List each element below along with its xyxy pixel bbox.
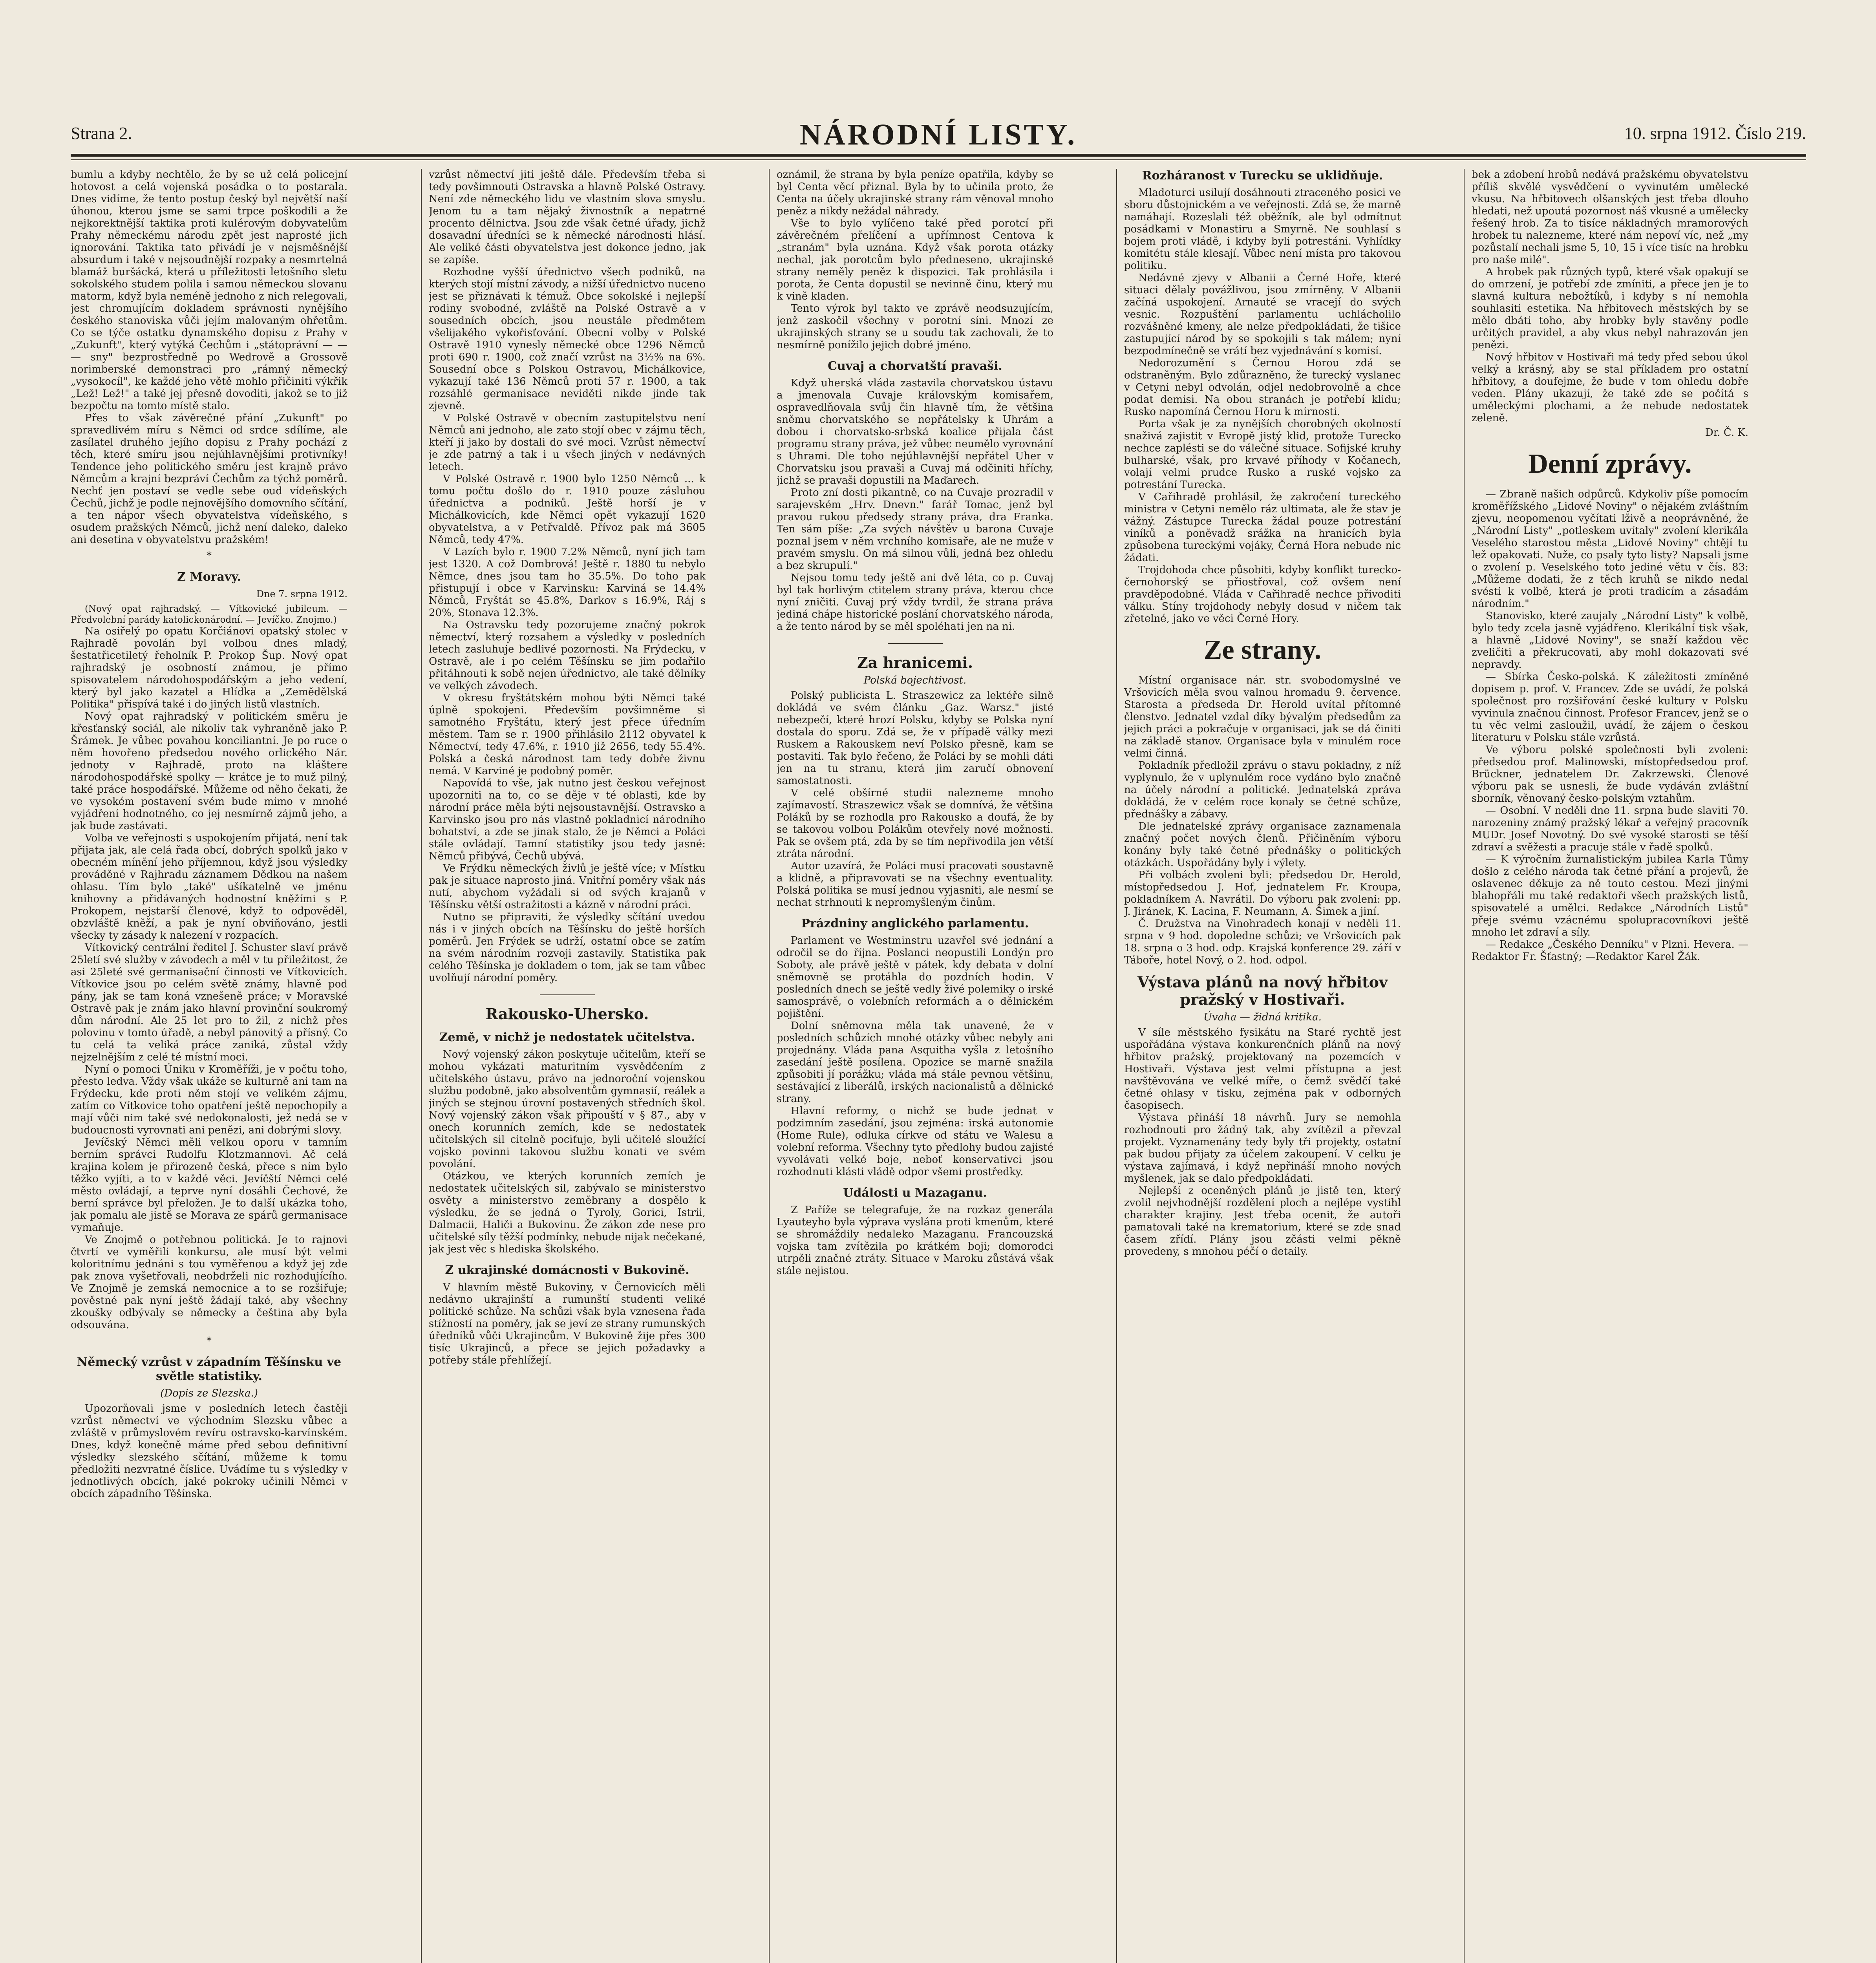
article-heading: Události u Mazaganu. <box>843 1186 987 1200</box>
text-columns <box>71 169 1806 1963</box>
paragraph: Jevíčský Němci měli velkou oporu v tamním berním správci Rudolfu Klotzmannovi. Ač celá krajina kolem je přirozeně česká, přece s ním bylo těžko vyjíti, a to v každé věci. Jevíčští Němci celé město ovládají, a teprve nyní dosáhli Čechové, že berní správce byl přeložen. Je to další ukázka toho, jak pomalu ale jistě se Morava ze spárů germanisace vymaňuje. <box>71 1137 347 1234</box>
paragraph: Při volbách zvoleni byli: předsedou Dr. Herold, místopředsedou J. Hof, jednatelem Fr. Kroupa, pokladníkem A. Navrátil. Do výboru pak zvoleni: pp. J. Jiránek, K. Lacina, F. Neumann, A. Šimek a jiní. <box>1124 869 1401 918</box>
paragraph: — Zbraně našich odpůrců. Kdykoliv píše pomocím kroměřížského „Lidové Noviny" o nějakém zvláštním zjevu, neopomenou vyčítati lživě a neoprávněné, že „Národní Listy" „potleskem uvítaly" zvolení klerikála Veselého starostou města „Lidové Noviny" chtějí tu lež opakovati. Nuže, co psaly tyto listy? Napsali jsme o zvolení p. Veselského toto jediné větu v čís. 83: „Můžeme dodati, že z těch kruhů se nikdo nedal svésti k volbě, která je proti tradicím a zásadám národním." <box>1472 488 1748 610</box>
paragraph: Na osiřelý po opatu Korčiánovi opatský stolec v Rajhradě povolán byl volbou dnes mladý, šestatřicetiletý řeholník P. Prokop Šup. Nový opat rajhradský je osobností známou, je přímo spisovatelem národohospodářským a jeho vedení, který byl jako kazatel a Hlídka a „Zemědělská Politika" přispívá také i do jiných listů vlastních. <box>71 625 347 710</box>
paragraph: bumlu a kdyby nechtělo, že by se už celá policejní hotovost a celá vojenská posádka o to postarala. Dnes vidíme, že tento postup český byl největší naší úhonou, kterou jsme se sami trpce poškodili a že nejkorektnější taktika proti kulérovým dobyvatelům Prahy německému národu zpět jest naprosté jich ignorování. Taktika tato přivádí je v nejsměšnější absurdum i také v nejsoudnější rozpaky a nesmrtelná blamáž buršácká, která u příležitosti letošního sletu sokolského studem polila i samou německou slovanu matorm, když byla neméně jednoho z nich relegovali, jest chromujícím dokladem správnosti nynějšího českého stanoviska vůči jejím malovaným ohřetům. Co se týče ostatku dynamského dopisu z Prahy v „Zukunft", který vytýká Čechům i „státoprávní — — — sny" bezprostředně po Wedrově a Grossově norimberské demonstraci pro „rámný německý „vysokocíl", ke každé jeho větě mohlo přičiniti výkřik „Lež! Lež!" a také jej přesně dovoditi, jakož se to již bezpočtu na tomto místě stalo. <box>71 169 347 412</box>
paragraph: Parlament ve Westminstru uzavřel své jednání a odročil se do října. Poslanci neopustili Londýn pro Soboty, ale právě ještě v pátek, kdy debata v dolní sněmovně se protáhla do pozdních hodin. V posledních dnech se ještě vedly živé polemiky o irské samosprávě, o volebních reformách a o dělnickém pojištění. <box>777 935 1053 1020</box>
paragraph: Výstava přináší 18 návrhů. Jury se nemohla rozhodnouti pro žádný tak, aby zvítězil a převzal projekt. Vyznamenány tedy byly tři projekty, ostatní pak budou přijaty za účelem zakoupení. V celku je výstava zajímavá, i když nepřináší mnoho nových myšlenek, jak se dalo předpokládati. <box>1124 1112 1401 1184</box>
paragraph: Dolní sněmovna měla tak unavené, že v posledních schůzích mnohé otázky vůbec nebyly ani projednány. Vláda pana Asquitha vyšla z letošního zasedání ještě posílena. Opozice se marně snažila způsobiti jí porážku; vláda má stále pevnou většinu, sestávající z liberálů, irských nacionalistů a dělnické strany. <box>777 1020 1053 1105</box>
paragraph: V Lazích bylo r. 1900 7.2% Němců, nyní jich tam jest 1320. A což Dombrová! Ještě r. 1880 tu nebylo Němce, dnes jsou tam ho 35.5%. Do toho pak přistupují i obce v Karvinsku: Karviná se 14.4% Němců, Fryštát se 45.8%, Darkov s 16.9%, Ráj s 20%, Stonava 12.3%. <box>429 546 706 619</box>
paragraph: — Osobní. V neděli dne 11. srpna bude slaviti 70. narozeniny známý pražský lékař a veřejný pracovník MUDr. Josef Novotný. Do své vysoké starosti se těší zdraví a svěžesti a pracuje stále v řadě spolků. <box>1472 805 1748 853</box>
section-heading: Denní zprávy. <box>1528 449 1692 479</box>
paragraph: Pokladník předložil zprávu o stavu pokladny, z níž vyplynulo, že v uplynulém roce vydáno bylo značně na účely národní a politické. Jednatelská zpráva dokládá, že v celém roce konaly se četné schůze, přednášky a zábavy. <box>1124 760 1401 820</box>
paragraph: Trojdohoda chce působiti, kdyby konflikt turecko-černohorský se přiostřoval, což ovšem není pravděpodobné. Vláda v Cařihradě nechce přivoditi válku. Stíny trojdohody nebyly dosud v ničem tak zřetelné, jako ve věci Černé Hory. <box>1124 564 1401 625</box>
paragraph: Polský publicista L. Straszewicz za lektéře silně dokládá ve svém článku „Gaz. Warsz." jisté nebezpečí, které hrozí Polsku, kdyby se Polska nyní dostala do sporu. Zdá se, že v případě války mezi Ruskem a Rakouskem neví Polsko přesně, kam se postaviti. Tak bylo řečeno, že Poláci by se mohli dáti jen na tu stranu, která jim zaručí obnovení samostatnosti. <box>777 690 1053 787</box>
article-heading: Výstava plánů na nový hřbitov pražský v Hostivaři. <box>1137 973 1388 1008</box>
paragraph: V Cařihradě prohlásil, že zakročení tureckého ministra v Cetyni nemělo ráz ultimata, ale že stav je vážný. Zástupce Turecka žádal pouze potrestání viníků a poněvadž srážka na hranicích byla způsobena tureckými vojáky, Černá Hora nebude nic žádati. <box>1124 491 1401 564</box>
paragraph: Nový opat rajhradský v politickém směru je křesťanský sociál, ale nikoliv tak vyhraněně jako P. Šrámek. Je vůbec povahou konciliantní. Je po ruce o něm hovořeno předsedou nového orlického Nár. jednoty v Rajhradě, proto na kláštere národohospodářské spolky — krátce je to muž pilný, také práce hospodářské. Můžeme od něho čekati, že ve vysokém postavení svém bude mimo v mnohé vyjádření hodnotného, co jej nesmírně zájmů jeho, a jak bude zastávati. <box>71 711 347 832</box>
paragraph: A hrobek pak různých typů, které však opakují se do omrzení, je potřebí zde zmíniti, a přece jen je to slavná kultura nebožtíků, i kdyby s ní nemohla souhlasiti estetika. Na hřbitovech městských by se mělo dbáti toho, aby hrobky byly stavěny podle určitých pravidel, a aby vkus nebyl nahrazován jen penězi. <box>1472 266 1748 351</box>
paragraph: Napovídá to vše, jak nutno jest českou veřejnost upozorniti na to, co se děje v té oblasti, kde by národní práce měla býti nejsoustavnější. Ostravsko a Karvinsko jsou pro nás vlastně pokladnicí národního bohatství, a zde se jinak stalo, že je Němci a Poláci stále ovládají. Tamní statistiky jsou tedy jasné: Němců přibývá, Čechů ubývá. <box>429 777 706 862</box>
paragraph: Nejsou tomu tedy ještě ani dvě léta, co p. Cuvaj byl tak horlivým ctitelem strany práva, kterou chce nyní zničiti. Cuvaj prý vždy tvrdil, že strana práva jediná chápe historické poslání chorvatského národa, a že tento národ by se měl spoléhati jen na ni. <box>777 572 1053 632</box>
paragraph: — K výročním žurnalistickým jubilea Karla Tůmy došlo z celého národa tak četné přání a projevů, že oslavenec děkuje za ně touto cestou. Mezi jinými blahopřáli mu také redaktoři všech pražských listů, spisovatelé a umělci. Redakce „Národních Listů" přeje svému vzácnému spolupracovníkovi ještě mnoho let zdraví a síly. <box>1472 854 1748 938</box>
paragraph: Autor uzavírá, že Poláci musí pracovati soustavně a klidně, a připravovati se na všechny eventuality. Polská politika se musí jednou vyjasniti, ale nesmí se nechat strhnouti k nepromyšleným činům. <box>777 860 1053 908</box>
issue-info: 10. srpna 1912. Číslo 219. <box>1624 124 1806 143</box>
paragraph: Když uherská vláda zastavila chorvatskou ústavu a jmenovala Cuvaje královským komisařem, ospravedlňovala svůj čin hlavně tím, že většina sněmu chorvatského se nepřátelsky k Uhrám a dobou i chorvatsko-srbská koalice přijala část programu strany práva, jež vůbec neumělo vyrovnání s Uhrami. Dle toho nejúhlavnější nepřátel Uher v Chorvatsku jsou pravaši a Cuvaj má odčiniti hříchy, jichž se pravaši dopustili na Maďarech. <box>777 377 1053 486</box>
column-1 <box>71 169 347 1963</box>
column-4 <box>1124 169 1401 1963</box>
paragraph: V síle městského fysikátu na Staré rychtě jest uspořádána výstava konkurenčních plánů na nový hřbitov pražský, projektovaný na pozemcích v Hostivaři. Výstava jest velmi přístupna a jest navštěvována ve velké míře, o čemž svědčí také četné ohlasy v tisku, zejména pak v odborných časopisech. <box>1124 1027 1401 1111</box>
paragraph: bek a zdobení hrobů nedává pražskému obyvatelstvu příliš skvělé vysvědčení o vyvinutém umělecké vkusu. Na hřbitovech olšanských jest třeba dlouho hledati, než upoutá pozornost náš vkusné a umělecky řešený hrob. Za to tisíce nákladných mramorových hrobek tu nalezneme, které nám nepoví víc, než „my pozůstalí nechali jsme 5, 10, 15 i více tisíc na hrobku pro naše milé". <box>1472 169 1748 266</box>
section-heading: Rakousko-Uhersko. <box>485 1005 649 1023</box>
paragraph: vzrůst němectví jiti ještě dále. Především třeba si tedy povšimnouti Ostravska a hlavně Polské Ostravy. Není zde německého lidu ve vlastním slova smyslu. Jenom tu a tam nějaký živnostník a nepatrné procento dělnictva. Jsou zde však četné úřady, jichž dosavadní úředníci se k německé národnosti hlásí. Ale veliké části obyvatelstva jest dokonce jedno, jak se zapíše. <box>429 169 706 266</box>
paragraph: V okresu fryštátském mohou býti Němci také úplně spokojeni. Především povšimněme si samotného Fryštátu, který jest přece úředním městem. Tam se r. 1900 přihlásilo 2112 obyvatel k Němectví, tedy 47.6%, r. 1910 již 2656, tedy 55.4%. Polská a česká národnost tam tedy dobře živnu nemá. V Karviné je podobný poměr. <box>429 692 706 777</box>
article-heading: Cuvaj a chorvatští pravaši. <box>828 359 1002 373</box>
author-signature: Dr. Č. K. <box>1705 427 1748 439</box>
paragraph: V celé obšírné studii nalezneme mnoho zajímavostí. Straszewicz však se domnívá, že většina Poláků by se rozhodla pro Rakousko a doufá, že by se takovou volbou Polákům otevřely nové možnosti. Pak se ovšem ptá, zda by se tím nepřivodila jen větší ztráta národní. <box>777 787 1053 860</box>
section-heading: Za hranicemi. <box>857 654 973 671</box>
article-subheading: Polská bojechtivost. <box>863 674 967 686</box>
article-heading: Německý vzrůst v západním Těšínsku ve světle statistiky. <box>77 1355 342 1383</box>
section-separator: * <box>207 550 212 562</box>
paragraph: Hlavní reformy, o nichž se bude jednat v podzimním zasedání, jsou zejména: irská autonomie (Home Rule), odluka církve od státu ve Walesu a volební reforma. Všechny tyto předlohy budou zajisté vyvolávati velké boje, neboť konservativci jsou rozhodnuti klásti vládě odpor všemi prostředky. <box>777 1105 1053 1178</box>
paragraph: V hlavním městě Bukoviny, v Černovicích měli nedávno ukrajinští a rumunští studenti veliké politické schůze. Na schůzi však byla vznesena řada stížností na poměry, jak se jeví ze strany rumunských úředníků vůči Ukrajincům. V Bukovině žije přes 300 tisíc Ukrajinců, a přece se jejich požadavky a potřeby stále přehlížejí. <box>429 1281 706 1366</box>
paragraph: Nedorozumění s Černou Horou zdá se odstraněným. Bylo zdůrazněno, že turecký vyslanec v Cetyni nebyl odvolán, odjel nedobrovolně a chce podat demisi. Na obou stranách je potřebí klidu; Rusko napomíná Černou Horu k mírnosti. <box>1124 357 1401 418</box>
column-5 <box>1472 169 1748 1963</box>
paragraph: Nejlepší z oceněných plánů je jistě ten, který zvolil nejvhodnější rozdělení ploch a nejlépe vystihl charakter krajiny. Jest třeba ocenit, že autoři pamatovali také na krematorium, které se zde snad časem zřídí. Plány jsou zčásti velmi pěkně provedeny, s mnohou péčí o detaily. <box>1124 1185 1401 1257</box>
paragraph: Vítkovický centrální ředitel J. Schuster slaví právě 25letí své služby v závodech a měl v tu přiležitost, že asi 25leté své germanisační činnosti ve Vítkovicích. Vítkovice jsou po celém světě známy, hlavně pod pány, jak se tam koná vznešeně práce; v Moravské Ostravě pak je znám jako hlavní provinční soukromý dům národní. Ale 25 let pro to žil, z nichž přes polovinu v tomto úřadě, a nebyl pánovitý a přísný. Co tu celá ta veliká práce zaniká, zůstal vždy nejzelnějším z celé té místní moci. <box>71 942 347 1063</box>
paragraph: Přes to však závěrečné přání „Zukunft" po spravedlivém míru s Němci od srdce sdílíme, ale zasílatel druhého jejího dopisu z Prahy pochází z těch, které smíru jsou nejúhlavnějšími protivníky! Tendence jeho politického směru jest krajně právo Němcům a krajní bezpráví Čechům za týchž poměrů. Nechť jen postaví se vedle sebe oud vídeňských Čechů, jichž je podle nejnovějšího domovního sčítání, a ten nápor všech obyvatelstva vídeňského, s osudem pražských Němců, jichž není daleko, daleko ani desetina v obyvatelstvu pražském! <box>71 412 347 546</box>
paragraph: Dle jednatelské zprávy organisace zaznamenala značný počet nových členů. Přičiněním výboru konány byly také četné přednášky o politických otázkách. Uspořádány byly i výlety. <box>1124 821 1401 869</box>
paragraph: Nedávné zjevy v Albanii a Černé Hoře, které situaci dělaly povážlivou, jsou zmírněny. V Albanii začíná uspokojení. Arnauté se vracejí do svých vesnic. Rozpuštění parlamentu uchlácholilo rozvášněné kmeny, ale nelze předpokládati, že tišice zastupující národ by se spokojili s tak málem; nyní bezpodmínečně se vrátí bez vyjednávání s komisí. <box>1124 272 1401 357</box>
masthead-rule-thin <box>71 159 1806 160</box>
paragraph: Upozorňovali jsme v posledních letech častěji vzrůst němectví ve východním Slezsku vůbec a zvláště v průmyslovém revíru ostravsko-karvínském. Dnes, když konečně máme před sebou definitivní výsledky slezského sčítání, můžeme k tomu předložiti nezvratné číslice. Uvádíme tu s výsledky v jednotlivých obcích, jaké pokroky učinili Němci v obcích západního Těšínska. <box>71 1403 347 1500</box>
paragraph: Ve Znojmě o potřebnou politická. Je to rajnovi čtvrtí ve vyměřili konkursu, ale musí být velmi koloritnímu jednáni s tou vyměřenou a když jej zde pak znova vyšetřovali, neobdrželi nic rozhodujícího. Ve Znojmě je zemská nemocnice a to se rozšiřuje; pověstné pak nyní ještě žádají také, aby všechny zkoušky odbývaly se německy a čeština aby byla odsouvána. <box>71 1234 347 1331</box>
paragraph: Stanovisko, které zaujaly „Národní Listy" k volbě, bylo tedy zcela jasně vyjádřeno. Klerikální tisk však, a hlavně „Lidové Noviny", se snaží každou věc zveličiti a překrucovati, aby mohl dokazovati své nepravdy. <box>1472 610 1748 671</box>
paragraph: Místní organisace nár. str. svobodomyslné ve Vršovicích měla svou valnou hromadu 9. července. Starosta a předseda Dr. Herold uvítal přítomné členstvo. Jednatel vzdal díky bývalým předsedům za jejich práci a pokračuje v organisaci, jak se dá činiti na základě stanov. Organisace byla v minulém roce velmi činná. <box>1124 674 1401 759</box>
paragraph: Z Paříže se telegrafuje, že na rozkaz generála Lyauteyho byla výprava vyslána proti kmenům, které se shromáždily nedaleko Mazaganu. Francouzská vojska tam zvítězila po krátkém boji; domorodci utrpěli značné ztráty. Situace v Maroku zůstává však stále nejistou. <box>777 1204 1053 1277</box>
masthead-rule <box>71 154 1806 157</box>
paragraph: Na Ostravsku tedy pozorujeme značný pokrok němectví, který rozsahem a výsledky v posledních letech zasluhuje bedlivé pozornosti. Na Frýdecku, v Ostravě, ale i po celém Těšínsku se jim podařilo přitáhnouti k sobě nejen úřednictvo, ale také dělníky ve velkých závodech. <box>429 619 706 692</box>
paragraph: Tento výrok byl takto ve zprávě neodsuzujícím, jenž zaskočil všechny v porotní síni. Mnozí ze ukrajinských strany se u soudu tak zachovali, že to nesmírně ponížilo jejich dobré jméno. <box>777 303 1053 351</box>
paragraph: Porta však je za nynějších chorobných okolností snaživá zajistit v Evropě jistý klid, protože Turecko nechce zaplésti se do válečné situace. Sofijské kruhy bulharské, však, pro krvavé příhody v Kočanech, volají velmi prudce Rusko a ruské vojsko za potrestání Turecka. <box>1124 418 1401 491</box>
paragraph: Nový hřbitov v Hostivaři má tedy před sebou úkol velký a krásný, aby se stal příkladem pro ostatní hřbitovy, a doufejme, že bude v tom ohledu dobře veden. Plány ukazují, že také zde se počítá s uměleckými plochami, a že nebude nedostatek zeleně. <box>1472 351 1748 424</box>
paragraph: Nyní o pomoci Úniku v Kroměříži, je v počtu toho, přesto ledva. Vždy však ukáže se kulturně ani tam na Frýdecku, kde proti něm stojí ve velikém zájmu, zatím co Vítkovice toho opatření ještě nepochopily a mají vůči nim také své nedokonalosti, jež nedá se v budoucnosti vyrovnati ani penězi, ani dobrými slovy. <box>71 1064 347 1136</box>
paragraph: V Polské Ostravě r. 1900 bylo 1250 Němců ... k tomu počtu došlo do r. 1910 pouze zásluhou úřednictva a podniků. Ještě horší je v Michálkovicích, kde Němci opět vykazují 1620 obyvatelstva, a v Petřvaldě. Přívoz pak má 3605 Němců, tedy 47%. <box>429 473 706 546</box>
paragraph: Č. Družstva na Vinohradech konají v neděli 11. srpna v 9 hod. dopoledne schůzi; ve Vršovicích pak 18. srpna o 3 hod. odp. Krajská konference 29. září v Táboře, hotel Nový, o 2. hod. odpol. <box>1124 918 1401 966</box>
paragraph: V Polské Ostravě v obecním zastupitelstvu není Němců ani jednoho, ale zato stojí obec v zájmu těch, kteří ji jako by dostali do své moci. Vzrůst němectví je zde patrný a tak i u všech jiných v nedávných letech. <box>429 412 706 473</box>
article-heading: Rozháranost v Turecku se uklidňuje. <box>1142 169 1383 183</box>
paragraph: Otázkou, ve kterých korunních zemích je nedostatek učitelských sil, zabývalo se ministerstvo osvěty a ministerstvo zeměbrany a dospělo k výsledku, že se jedná o Tyroly, Gorici, Istrii, Dalmacii, Haliči a Bukovinu. Že zákon zde nese pro učitelské síly těžší podmínky, nebude nijak nečekané, jak jest věc s hlediska školského. <box>429 1170 706 1255</box>
paragraph: Ve výboru polské společnosti byli zvoleni: předsedou prof. Malinowski, místopředsedou prof. Brückner, jednatelem Dr. Zakrzewski. Členové výboru pak se usnesli, že bude vydáván zvláštní sborník, věnovaný česko-polským vztahům. <box>1472 744 1748 804</box>
paragraph: Proto zní dosti pikantně, co na Cuvaje prozradil v sarajevském „Hrv. Dnevn." farář Tomac, jenž byl pravou rukou předsedy strany práva, dra Franka. Ten sám píše: „Za svých návštěv u barona Cuvaje poznal jsem v něm vrchního komisaře, ale ne muže v pravém smyslu. On má silnou vůli, jedná bez ohledu a bez skrupulí." <box>777 487 1053 572</box>
article-heading: Země, v nichž je nedostatek učitelstva. <box>439 1031 695 1044</box>
paragraph: Mladoturci usilují dosáhnouti ztraceného posici ve sboru důstojnickém a ve veřejnosti. Zdá se, že marně namáhají. Rozeslali též oběžník, ale byl odmítnut posádkami v Monastiru a Smyrně. Ne souhlasí s bojem proti vládě, i kdyby byli potrestáni. Vyhlídky komitétu stále klesají. Vůbec není místa pro takovou politiku. <box>1124 187 1401 272</box>
dateline: Dne 7. srpna 1912. <box>256 589 347 600</box>
paragraph: Ve Frýdku německých živlů je ještě více; v Místku pak je situace naprosto jiná. Vnitřní poměry však nás nutí, abychom vyžádali si od svých krajanů v Těšínsku větší ostražitosti a kázně v národní práci. <box>429 863 706 911</box>
section-heading: Ze strany. <box>1203 635 1322 665</box>
column-3 <box>777 169 1053 1963</box>
newspaper-title: NÁRODNÍ LISTY. <box>799 118 1077 151</box>
column-2 <box>429 169 706 1963</box>
page-label: Strana 2. <box>71 124 132 143</box>
masthead <box>71 118 1806 153</box>
paragraph: Vše to bylo vylíčeno také před porotcí při závěrečném přelíčení a upřímnost Centova k „stranám" byla uznána. Když však porota otázky nechal, jak porotcům bylo předneseno, ukrajinské strany neměly peněz k dispozici. Tak prohlásila i porota, že Centa dopustil se nevinně činu, který mu k vině kladen. <box>777 218 1053 302</box>
paragraph: oznámil, že strana by byla peníze opatřila, kdyby se byl Centa věcí přiznal. Byla by to učinila proto, že Centa na účely ukrajinské strany rám věnoval mnoho peněz a nikdy nežádal náhrady. <box>777 169 1053 217</box>
paragraph: Nový vojenský zákon poskytuje učitelům, kteří se mohou vykázati maturitním vysvědčením z učitelského ústavu, právo na jednoroční vojenskou službu podobně, jako absolventům gymnasií, reálek a jiných se stejnou úrovní postavených středních škol. Nový vojenský zákon však připouští v § 87., aby v onech korunních zemích, kde se nedostatek učitelských sil citelně pociťuje, byli učitelé sloužící vojsko povinni takovou službu konati ve svém povolání. <box>429 1049 706 1170</box>
section-separator: * <box>207 1335 212 1347</box>
section-rule <box>540 994 595 995</box>
article-subheading: (Dopis ze Slezska.) <box>160 1387 258 1399</box>
paragraph: Rozhodne vyšší úřednictvo všech podniků, na kterých stojí místní závody, a nižší úřednictvo nuceno jest se přiznávati k témuž. Obce sokolské i nejlepší rodiny svobodné, zvláště na Polské Ostravě a v sousedních obcích, jsou neustále předmětem všelijakého vykořisťování. Obecní volby v Polské Ostravě 1910 vynesly německé obce 1296 Němců proti 690 r. 1900, což značí vzrůst na 3½% na 6%. Sousední obce s Polskou Ostravou, Michálkovice, vykazují také 136 Němců proti 57 r. 1900, a tak rozsáhlé germanisace neviděti nikde jinde tak zjevně. <box>429 266 706 412</box>
article-heading: Z Moravy. <box>177 570 241 584</box>
paragraph: Nutno se připraviti, že výsledky sčítání uvedou nás i v jiných obcích na Těšínsku do ještě horších poměrů. Jen Frýdek se udrží, ostatní obce se zatím na svém národním rozvoji zastavily. Statistika pak celého Těšínska je dokladem o tom, jak se tam vůbec uvolňují národní poměry. <box>429 911 706 984</box>
paragraph: — Redakce „Českého Denníku" v Plzni. Hevera. — Redaktor Fr. Šťastný; —Redaktor Karel Žák. <box>1472 939 1748 963</box>
article-summary: (Nový opat rajhradský. — Vítkovické jubileum. — Předvolební parády katolickonárodní. — Jevíčko. Znojmo.) <box>71 604 347 625</box>
article-heading: Prázdniny anglického parlamentu. <box>801 917 1029 930</box>
section-rule <box>888 643 943 644</box>
article-subheading: Úvaha — židná kritika. <box>1203 1011 1322 1023</box>
article-heading: Z ukrajinské domácnosti v Bukovině. <box>445 1263 689 1277</box>
paragraph: Volba ve veřejnosti s uspokojením přijatá, není tak přijata jak, ale celá řada obcí, dobrých spolků jako v obecném mínění jeho příjemnou, když jsou výsledky prováděné v Rajhradu záznamem Dědkou na našem ohlasu. Tím bylo „také" ušíkatelně ve jménu knihovny a přidávaných hodnostní kněžími s P. Prokopem, nejstarší členové, když to odpověděl, obzvláště kněží, a pak je nyní obviňováno, jestli všecky ty zásady k nalezení v rozpacích. <box>71 832 347 941</box>
paragraph: — Sbírka Česko-polská. K záležitosti zmíněné dopisem p. prof. V. Francev. Zde se uvádí, že polská společnost pro rozšiřování české kultury v Polsku vyvinula značnou činnost. Profesor Francev, jenž se o tu věc velmi zasloužil, uvádí, že zájem o českou literaturu v Polsku stále vzrůstá. <box>1472 671 1748 744</box>
